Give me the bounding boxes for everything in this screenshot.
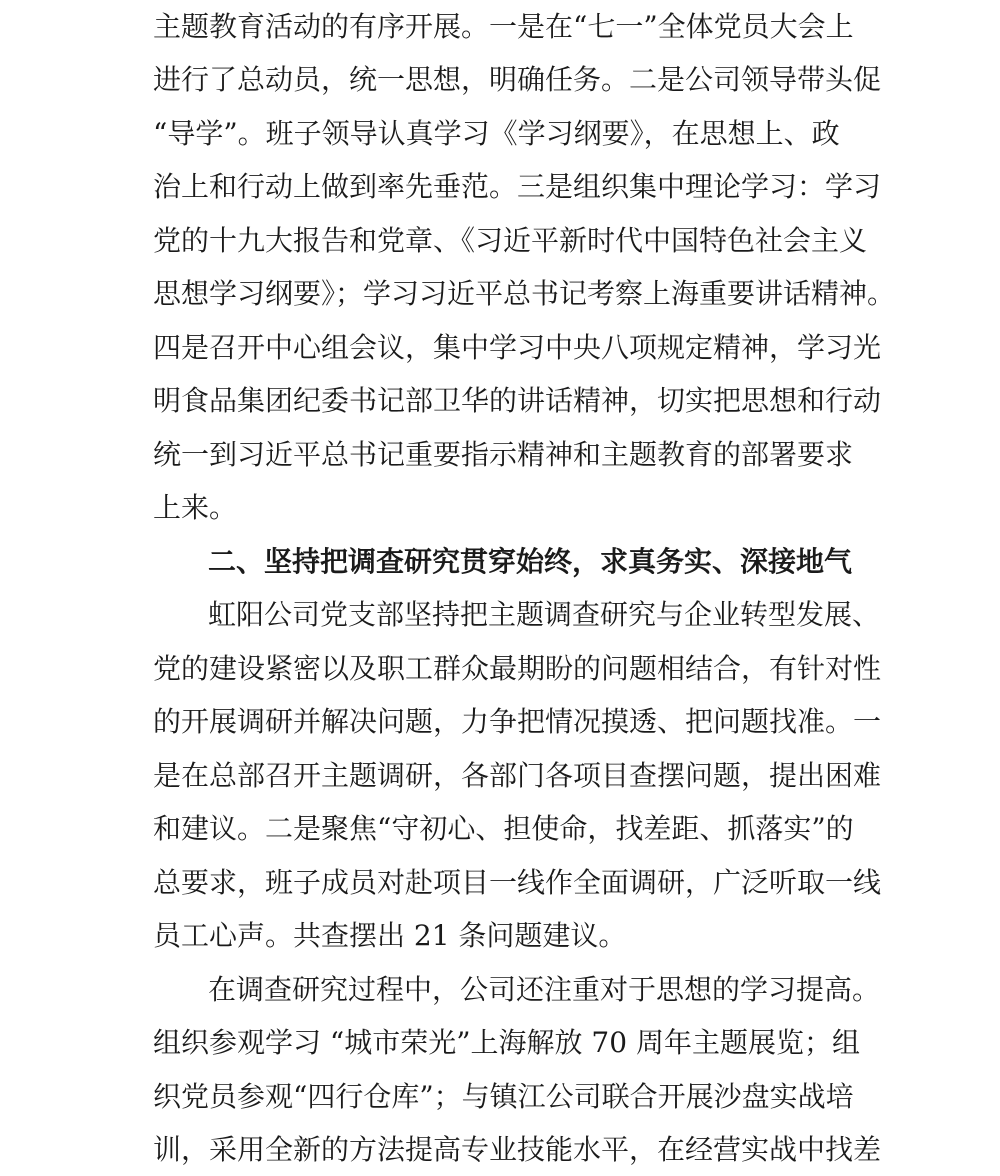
text-line: 治上和行动上做到率先垂范。三是组织集中理论学习：学习 xyxy=(153,170,882,203)
text-line: 四是召开中心组会议，集中学习中央八项规定精神，学习光 xyxy=(153,331,882,364)
text-line: 训，采用全新的方法提高专业技能水平，在经营实战中找差 xyxy=(153,1133,882,1166)
text-line: 主题教育活动的有序开展。一是在“七一”全体党员大会上 xyxy=(153,10,854,43)
text-line: 党的十九大报告和党章、《习近平新时代中国特色社会主义 xyxy=(153,224,868,257)
text-line: 组织参观学习 “城市荣光”上海解放 70 周年主题展览；组 xyxy=(153,1026,860,1059)
text-line: 统一到习近平总书记重要指示精神和主题教育的部署要求 xyxy=(153,438,854,471)
text-line: “导学”。班子领导认真学习《学习纲要》，在思想上、政 xyxy=(153,117,840,150)
text-line: 进行了总动员，统一思想，明确任务。二是公司领导带头促 xyxy=(153,63,882,96)
section-heading: 二、坚持把调查研究贯穿始终，求真务实、深接地气 xyxy=(208,545,853,578)
text-line: 思想学习纲要》；学习习近平总书记考察上海重要讲话精神。 xyxy=(153,277,896,310)
text-line: 的开展调研并解决问题，力争把情况摸透、把问题找准。一 xyxy=(153,705,882,738)
paragraph-first-line: 虹阳公司党支部坚持把主题调查研究与企业转型发展、 xyxy=(208,598,881,631)
text-line: 和建议。二是聚焦“守初心、担使命，找差距、抓落实”的 xyxy=(153,812,854,845)
text-line: 是在总部召开主题调研，各部门各项目查摆问题，提出困难 xyxy=(153,759,882,792)
text-line: 上来。 xyxy=(153,491,238,524)
paragraph-first-line: 在调查研究过程中，公司还注重对于思想的学习提高。 xyxy=(208,973,881,1006)
text-line: 总要求，班子成员对赴项目一线作全面调研，广泛听取一线 xyxy=(153,866,882,899)
text-line: 明食品集团纪委书记部卫华的讲话精神，切实把思想和行动 xyxy=(153,384,882,417)
text-line: 织党员参观“四行仓库”；与镇江公司联合开展沙盘实战培 xyxy=(153,1080,854,1113)
text-line: 党的建设紧密以及职工群众最期盼的问题相结合，有针对性 xyxy=(153,652,882,685)
text-line: 员工心声。共查摆出 21 条问题建议。 xyxy=(153,919,627,952)
